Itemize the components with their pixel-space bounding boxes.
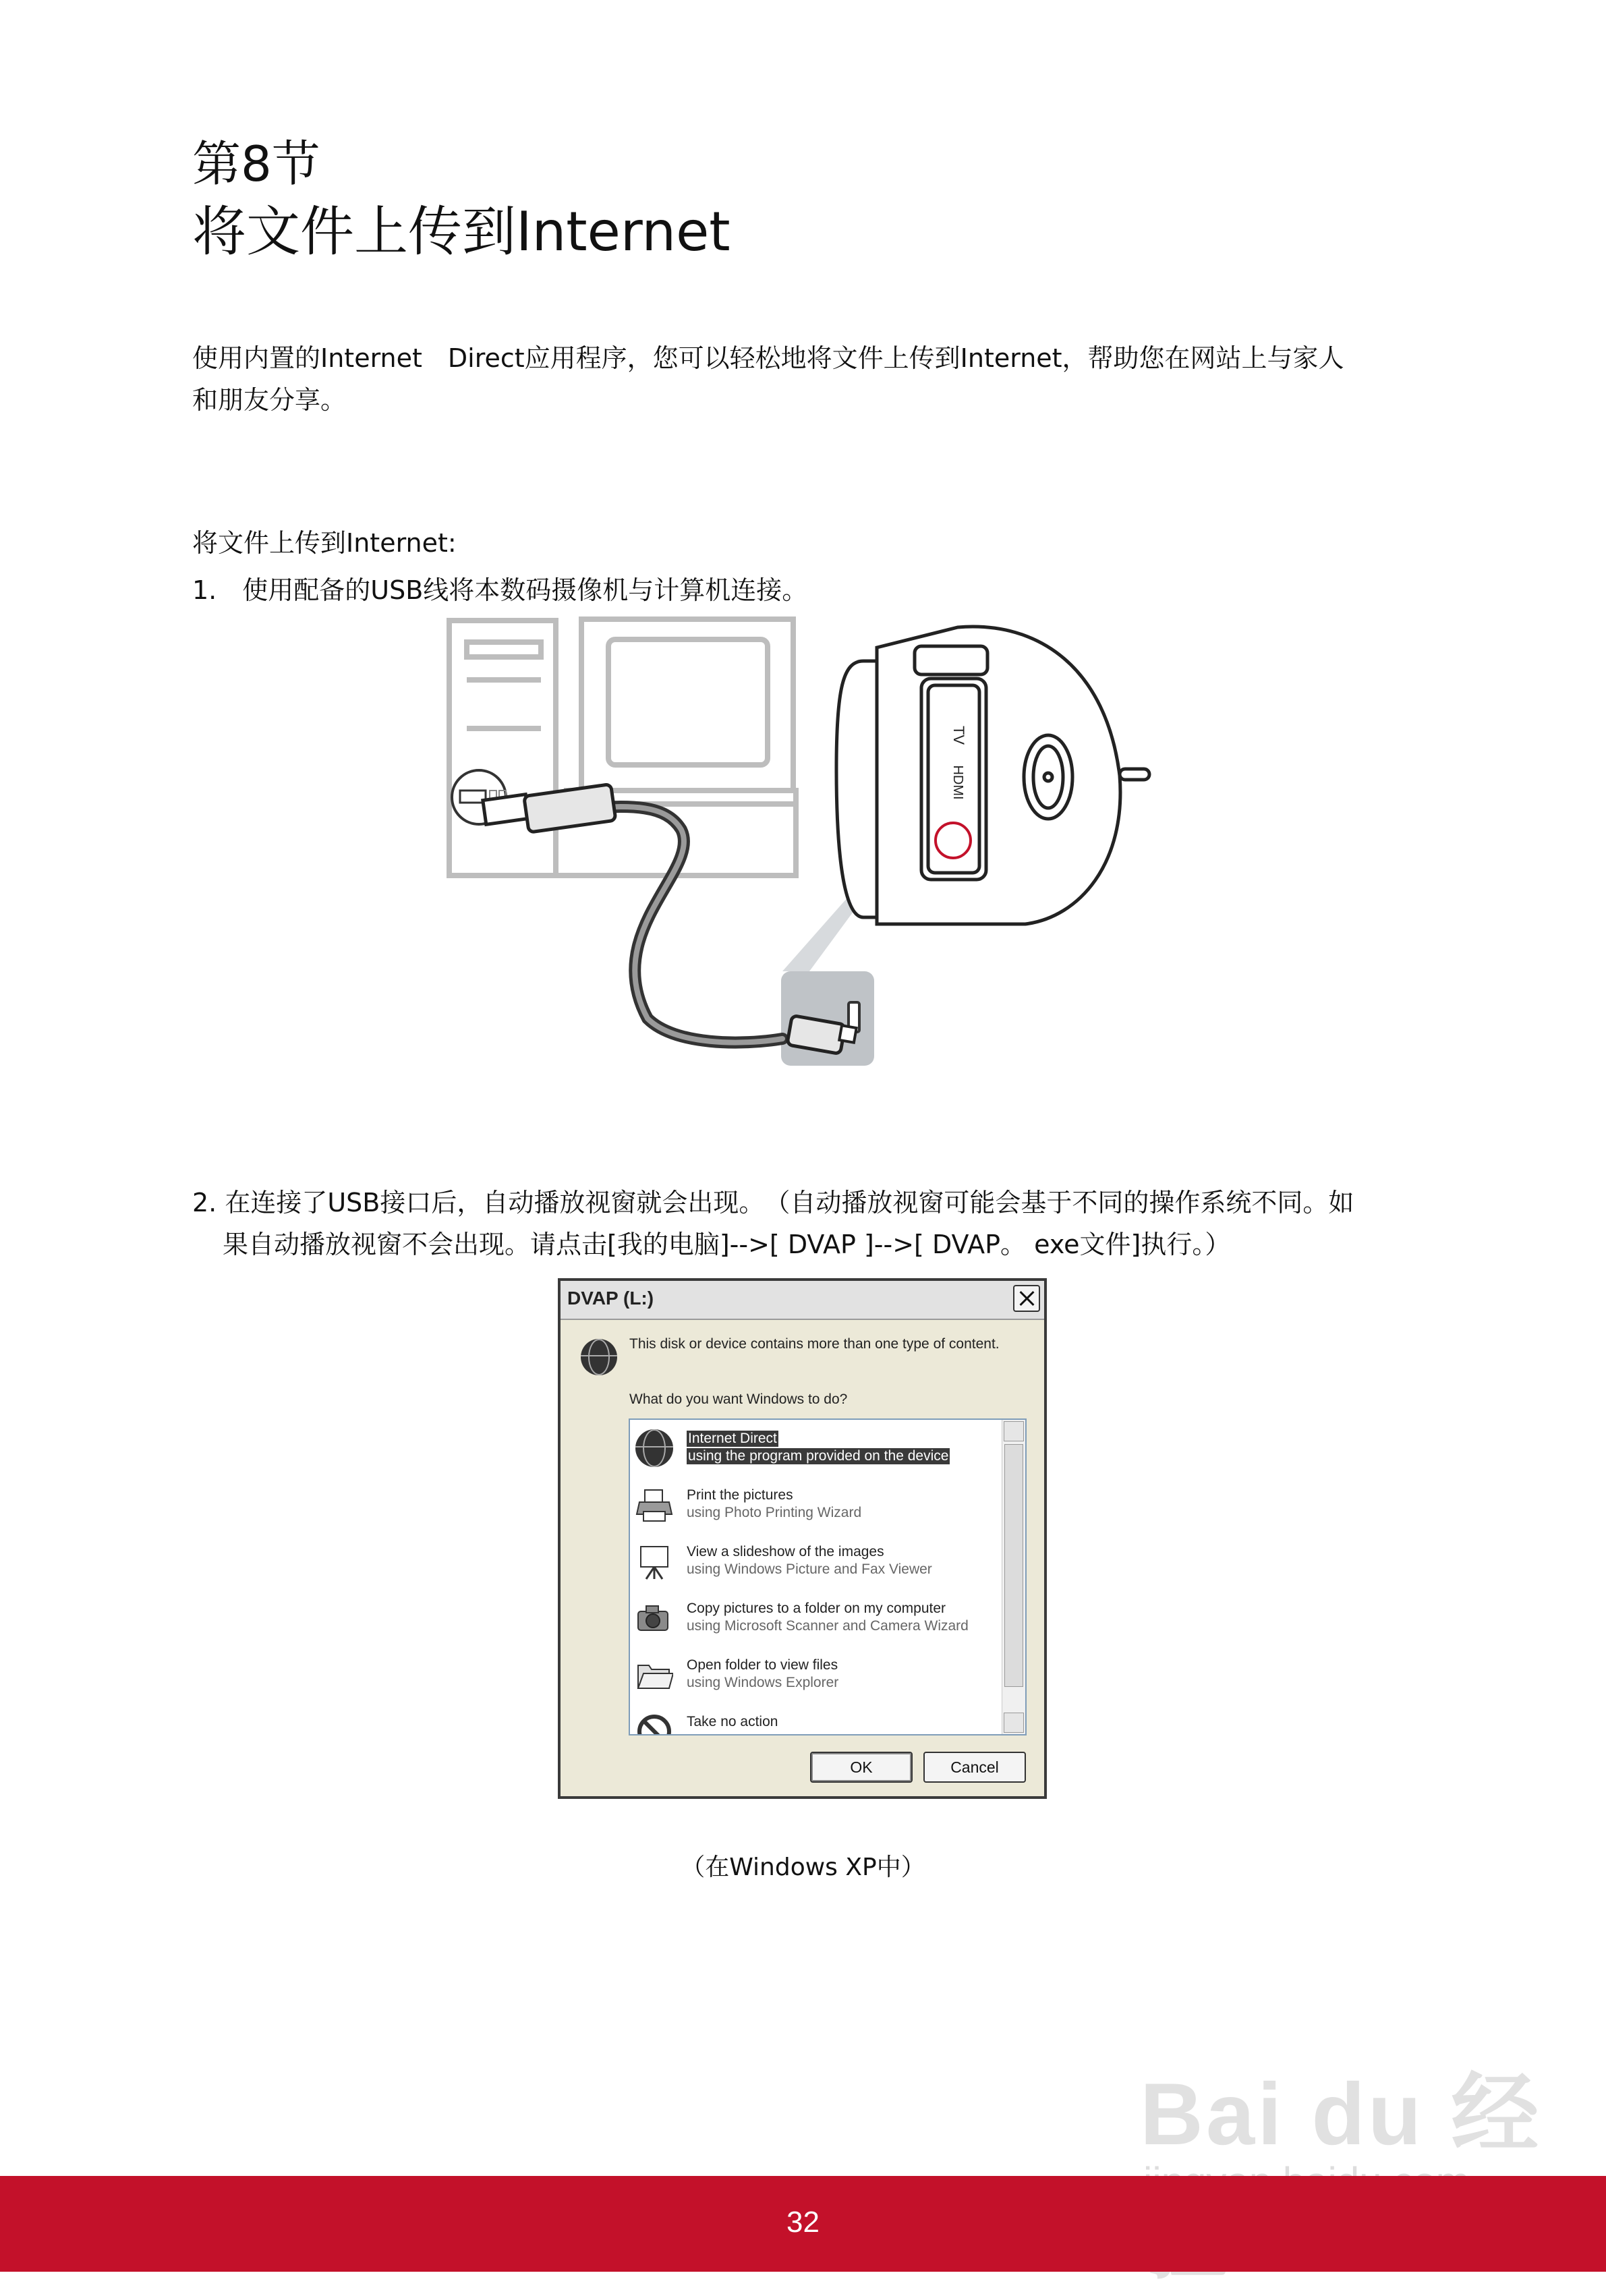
usb-cable <box>546 807 782 1043</box>
page-title: 将文件上传到Internet <box>192 200 730 263</box>
list-item-internet-direct[interactable] <box>630 1421 998 1475</box>
intro-line-2: 和朋友分享。 <box>192 385 347 415</box>
autoplay-dialog <box>558 1278 1047 1799</box>
ok-button[interactable]: OK <box>810 1752 913 1783</box>
camera-label-tv: TV <box>950 725 967 745</box>
projector-icon <box>635 1543 673 1580</box>
computer-tower <box>449 621 556 876</box>
dialog-question: What do you want Windows to do? <box>629 1391 848 1407</box>
dialog-title: DVAP (L:) <box>567 1288 654 1309</box>
list-item-subtitle: using Windows Picture and Fax Viewer <box>687 1561 932 1577</box>
baidu-watermark-logo: Bai du 经 <box>1140 2065 1542 2163</box>
list-item-copy-pictures[interactable] <box>630 1591 998 1645</box>
step-2-line-1: 2. 在连接了USB接口后，自动播放视窗就会出现。 （自动播放视窗可能会基于不同的操作系统不同。如 <box>192 1188 1354 1217</box>
list-item-open-folder[interactable] <box>630 1648 998 1702</box>
usb-connection-illustration <box>432 607 1174 1079</box>
list-item-title: Open folder to view files <box>687 1657 838 1673</box>
page-number: 32 <box>786 2206 820 2239</box>
folder-icon <box>635 1656 673 1694</box>
intro-line-1: 使用内置的Internet Direct应用程序，您可以轻松地将文件上传到Internet，帮助您在网站上与家人 <box>192 343 1344 373</box>
list-item-title: View a slideshow of the images <box>687 1544 884 1559</box>
list-item-slideshow[interactable] <box>630 1534 998 1588</box>
no-action-icon <box>635 1713 673 1735</box>
camera-icon <box>635 1599 673 1637</box>
list-item-subtitle: using Photo Printing Wizard <box>687 1505 862 1520</box>
list-item-title: Copy pictures to a folder on my computer <box>687 1601 946 1616</box>
dialog-title-bar <box>561 1281 1044 1320</box>
list-item-print[interactable] <box>630 1478 998 1532</box>
globe-icon <box>635 1429 673 1467</box>
section-number: 第8节 <box>192 136 320 192</box>
list-item-subtitle: using Microsoft Scanner and Camera Wizard <box>687 1618 969 1634</box>
list-item-take-no-action[interactable] <box>630 1704 998 1735</box>
list-item-title: Take no action <box>687 1714 778 1729</box>
step-1: 1. 使用配备的USB线将本数码摄像机与计算机连接。 <box>192 575 808 605</box>
dialog-message: This disk or device contains more than one type of content. <box>629 1336 1000 1352</box>
scroll-thumb[interactable] <box>1004 1444 1023 1687</box>
scroll-up-icon[interactable] <box>1004 1421 1024 1441</box>
list-item-subtitle: using Windows Explorer <box>687 1675 839 1690</box>
cancel-button[interactable]: Cancel <box>923 1752 1026 1783</box>
list-item-title: Print the pictures <box>687 1487 793 1503</box>
printer-icon <box>635 1486 673 1524</box>
steps-heading: 将文件上传到Internet: <box>192 528 457 558</box>
globe-icon <box>581 1339 617 1375</box>
list-scrollbar[interactable] <box>1002 1420 1025 1734</box>
camera-label-hdmi: HDMI <box>950 765 965 800</box>
figure-caption: （在Windows XP中） <box>681 1854 925 1881</box>
scroll-down-icon[interactable] <box>1004 1713 1024 1733</box>
list-item-title: Internet Direct <box>688 1431 777 1446</box>
computer-monitor <box>556 619 796 876</box>
list-item-subtitle: using the program provided on the device <box>688 1448 949 1464</box>
step-2-line-2: 果自动播放视窗不会出现。请点击[我的电脑]-->[ DVAP ]-->[ DVAP。 exe文件]执行。） <box>223 1230 1231 1259</box>
close-icon[interactable] <box>1013 1285 1040 1312</box>
camcorder <box>836 627 1149 924</box>
action-list[interactable] <box>629 1418 1027 1735</box>
